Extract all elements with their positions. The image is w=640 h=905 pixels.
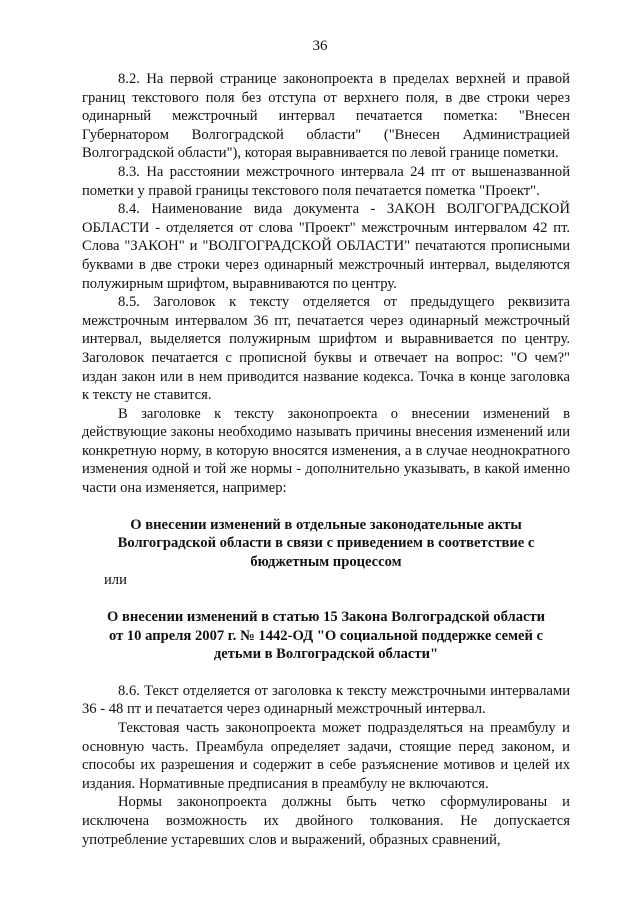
example-title-2: О внесении изменений в статью 15 Закона Волгоградской области от 10 апреля 2007 г. № 1442-ОД "О социальной поддержке семей с детьми в Волгоградской области" <box>106 609 546 663</box>
paragraph-8-2: 8.2. На первой странице законопроекта в пределах верхней и правой границ текстового поля без отступа от верхнего поля, в две строки через одинарный межстрочный интервал печатается пометка: "Внесен Губернатором Волгоградской области" ("Внесен Администрацией Волгоградской области"), которая выравнивается по левой границе пометки. <box>82 71 570 162</box>
paragraph-8-3: 8.3. На расстоянии межстрочного интервала 24 пт от вышеназванной пометки у правой границы текстового поля печатается пометка "Проект". <box>82 163 570 199</box>
document-body <box>82 70 570 849</box>
paragraph-amendment-titles: В заголовке к тексту законопроекта о внесении изменений в действующие законы необходимо называть причины внесения изменений или конкретную норму, в которую вносятся изменения, а в случае неоднократного изменения одной и той же нормы - дополнительно указывать, в какой именно части она изменяется, например: <box>82 405 570 497</box>
or-separator: или <box>104 572 127 589</box>
page-number: 36 <box>312 38 328 54</box>
paragraph-8-6: 8.6. Текст отделяется от заголовка к тексту межстрочными интервалами 36 - 48 пт и печатается через одинарный межстрочный интервал. <box>82 682 570 718</box>
paragraph-norms: Нормы законопроекта должны быть четко сформулированы и исключена возможность их двойного толкования. Не допускается употребление устаревших слов и выражений, образных сравнений, <box>82 794 570 848</box>
example-title-1: О внесении изменений в отдельные законодательные акты Волгоградской области в связи с приведением в соответствие с бюджетным процессом <box>117 516 535 570</box>
paragraph-8-5: 8.5. Заголовок к тексту отделяется от предыдущего реквизита межстрочным интервалом 36 пт, печатается через одинарный межстрочный интервал, выделяется полужирным шрифтом и выравнивается по центру. Заголовок печатается с прописной буквы и отвечает на вопрос: "О чем?" издан закон или в нем приводится название кодекса. Точка в конце заголовка к тексту не ставится. <box>82 294 570 404</box>
paragraph-text-part: Текстовая часть законопроекта может подразделяться на преамбулу и основную часть. Преамбула определяет задачи, стоящие перед законом, и способы их разрешения и содержит в себе разъяснение мотивов и целей их издания. Нормативные предписания в преамбулу не включаются. <box>82 720 570 792</box>
paragraph-8-4: 8.4. Наименование вида документа - ЗАКОН ВОЛГОГРАДСКОЙ ОБЛАСТИ - отделяется от слова "Проект" межстрочным интервалом 42 пт. Слова "ЗАКОН" и "ВОЛГОГРАДСКОЙ ОБЛАСТИ" печатаются прописными буквами в две строки через одинарный межстрочный интервал, выделяются полужирным шрифтом, выравниваются по центру. <box>82 201 570 292</box>
